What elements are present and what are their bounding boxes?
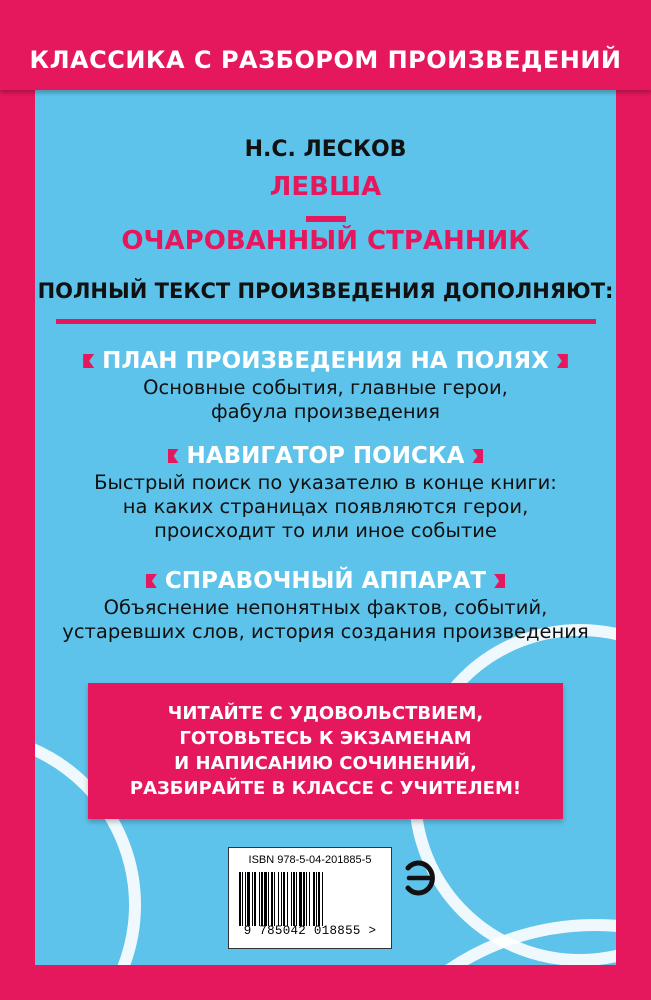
barcode-bar xyxy=(247,872,250,926)
feature-heading: НАВИГАТОР ПОИСКА xyxy=(186,443,465,469)
cta-line: ГОТОВЬТЕСЬ К ЭКЗАМЕНАМ xyxy=(179,728,472,749)
feature-line: Быстрый поиск по указателю в конце книги: xyxy=(94,471,557,494)
cta-line: ЧИТАЙТЕ С УДОВОЛЬСТВИЕМ, xyxy=(167,703,484,724)
barcode-bar xyxy=(296,872,297,926)
cta-line: РАЗБИРАЙТЕ В КЛАССЕ С УЧИТЕЛЕМ! xyxy=(129,778,522,799)
title-separator xyxy=(306,216,346,222)
barcode-bar xyxy=(291,872,292,926)
barcode-bar xyxy=(252,872,253,926)
chevron-left-icon xyxy=(168,449,179,463)
barcode-bar xyxy=(293,872,295,926)
chevron-right-icon xyxy=(494,574,505,588)
chevron-left-icon xyxy=(146,574,157,588)
barcode-bar xyxy=(278,872,279,926)
barcode xyxy=(228,847,392,949)
book-title-2: ОЧАРОВАННЫЙ СТРАННИК xyxy=(121,226,530,256)
barcode-bar xyxy=(268,872,269,926)
feature-line: фабула произведения xyxy=(210,400,441,423)
author-name: Н.С. ЛЕСКОВ xyxy=(244,137,407,162)
barcode-bars xyxy=(239,872,381,926)
intro-text: ПОЛНЫЙ ТЕКСТ ПРОИЗВЕДЕНИЯ ДОПОЛНЯЮТ: xyxy=(37,279,614,303)
feature-heading: ПЛАН ПРОИЗВЕДЕНИЯ НА ПОЛЯХ xyxy=(102,348,549,374)
feature-line: происходит то или иное событие xyxy=(154,519,497,542)
chevron-left-icon xyxy=(83,354,94,368)
isbn-label: ISBN 978-5-04-201885-5 xyxy=(248,854,372,866)
divider-line xyxy=(56,319,596,324)
barcode-bar xyxy=(254,872,256,926)
barcode-bar xyxy=(261,872,263,926)
barcode-bar xyxy=(316,872,317,926)
barcode-bar xyxy=(318,872,320,926)
barcode-bar xyxy=(239,872,241,926)
barcode-bar xyxy=(242,872,243,926)
barcode-bar xyxy=(299,872,302,926)
feature-heading: СПРАВОЧНЫЙ АППАРАТ xyxy=(164,568,487,594)
eksmo-e-logo-icon xyxy=(402,858,438,898)
feature-reference xyxy=(0,566,651,644)
call-to-action-box xyxy=(88,683,563,819)
barcode-bar xyxy=(271,872,273,926)
barcode-bar xyxy=(306,872,307,926)
chevron-right-icon xyxy=(472,449,483,463)
ean-digits: 9 785042 018855 > xyxy=(243,924,377,938)
cta-line: И НАПИСАНИЮ СОЧИНЕНИЙ, xyxy=(174,753,477,774)
series-title: КЛАССИКА С РАЗБОРОМ ПРОИЗВЕДЕНИЙ xyxy=(29,46,622,74)
barcode-bar xyxy=(309,872,310,926)
feature-line: Основные события, главные герои, xyxy=(143,376,508,399)
barcode-bar xyxy=(303,872,305,926)
chevron-right-icon xyxy=(557,354,568,368)
feature-line: на каких страницах появляются герои, xyxy=(122,495,529,518)
feature-navigator xyxy=(0,441,651,543)
barcode-bar xyxy=(281,872,282,926)
feature-line: Объяснение непонятных фактов, событий, xyxy=(103,596,548,619)
barcode-bar xyxy=(245,872,246,926)
barcode-bar xyxy=(274,872,275,926)
barcode-bar xyxy=(259,872,260,926)
barcode-bar xyxy=(287,872,288,926)
barcode-bar xyxy=(264,872,267,926)
feature-plan xyxy=(0,346,651,424)
barcode-bar xyxy=(283,872,285,926)
barcode-bar xyxy=(322,872,323,926)
series-banner xyxy=(0,30,651,90)
book-title-1: ЛЕВША xyxy=(269,172,382,202)
feature-line: устаревших слов, история создания произведения xyxy=(62,620,589,643)
barcode-bar xyxy=(313,872,315,926)
